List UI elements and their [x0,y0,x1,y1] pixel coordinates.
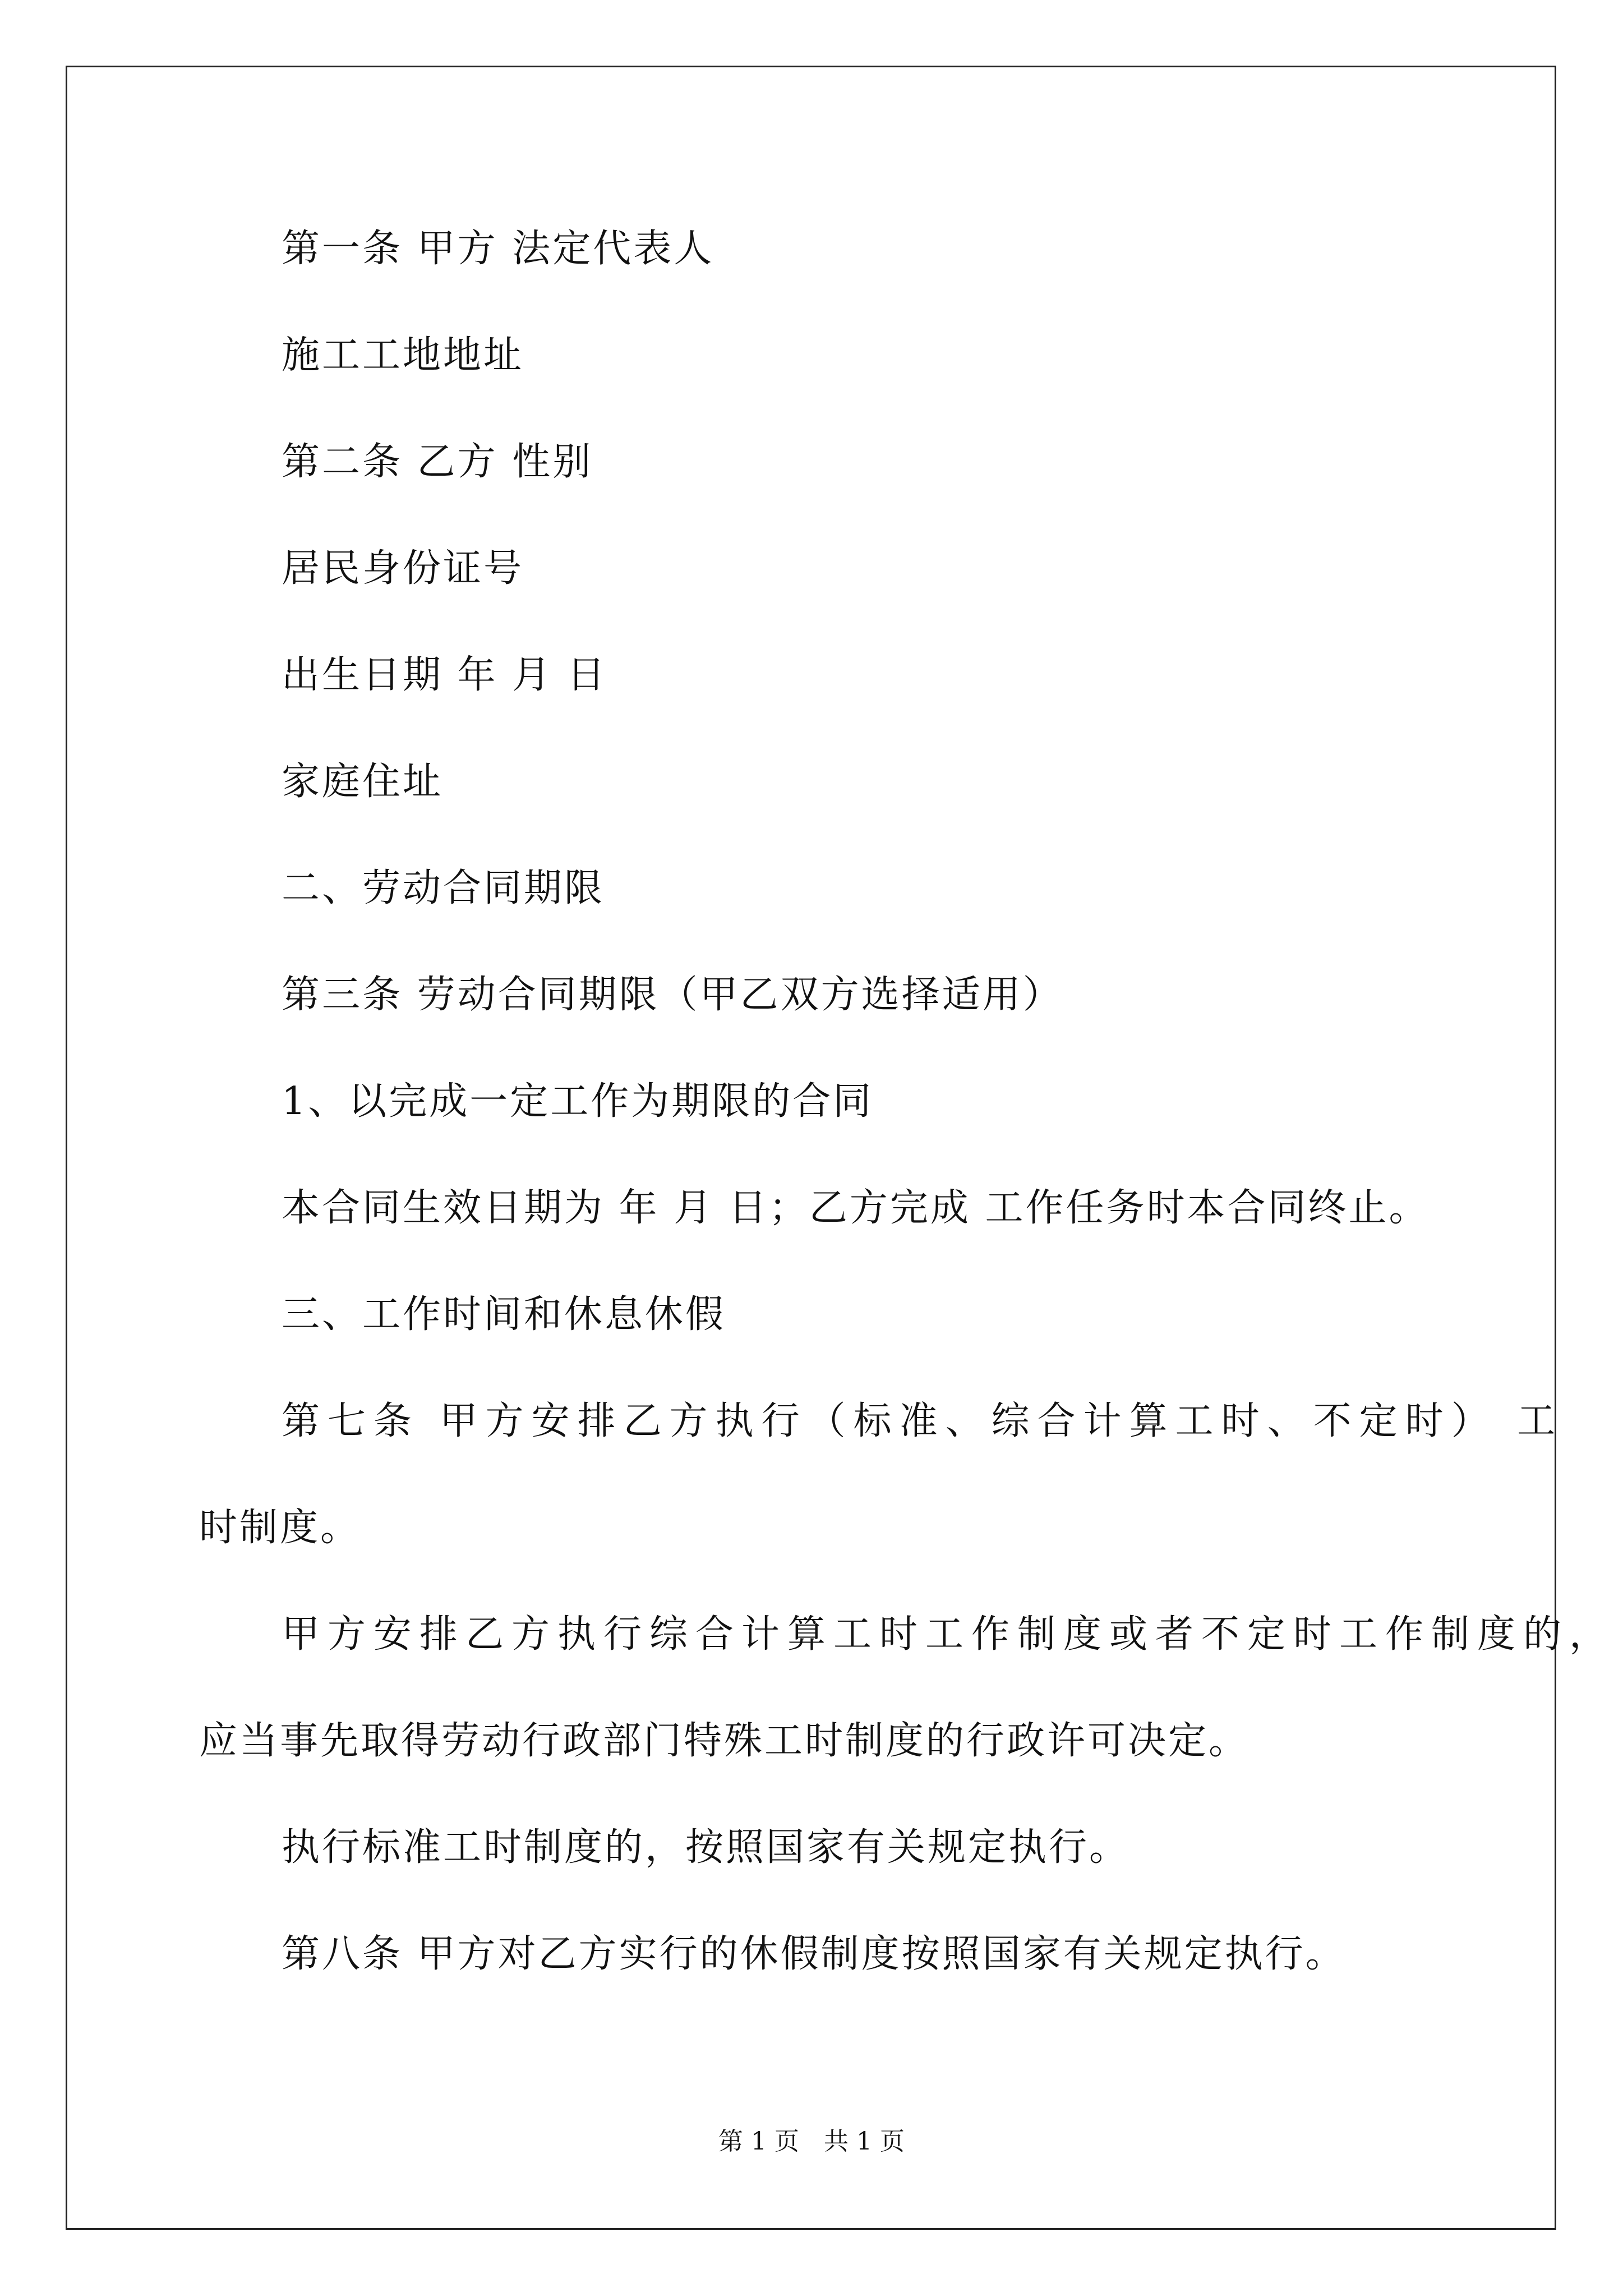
section-2-heading: 二、劳动合同期限 [282,866,605,910]
effective-date: 本合同生效日期为 年 月 日；乙方完成 工作任务时本合同终止。 [282,1186,1430,1230]
clause-1-party-a: 第一条 甲方 法定代表人 [282,227,714,271]
clause-7-continued: 时制度。 [199,1506,361,1550]
clause-8: 第八条 甲方对乙方实行的休假制度按照国家有关规定执行。 [282,1932,1346,1976]
id-number: 居民身份证号 [282,546,524,591]
page-footer: 第 1 页 共 1 页 [718,2127,905,2156]
paragraph-comprehensive-hours-continued: 应当事先取得劳动行政部门特殊工时制度的行政许可决定。 [199,1719,1249,1763]
clause-2-party-b: 第二条 乙方 性别 [282,440,593,484]
clause-7: 第七条 甲方安排乙方执行（标准、综合计算工时、不定时） 工 [282,1399,1564,1443]
contract-type-1: 1、以完成一定工作为期限的合同 [282,1079,874,1124]
section-3-heading: 三、工作时间和休息休假 [282,1292,726,1337]
site-address: 施工工地地址 [282,333,524,378]
page-border [66,66,1556,2230]
home-address: 家庭住址 [282,760,444,804]
paragraph-standard-hours: 执行标准工时制度的，按照国家有关规定执行。 [282,1825,1130,1870]
birth-date: 出生日期 年 月 日 [282,653,607,697]
clause-3: 第三条 劳动合同期限（甲乙双方选择适用） [282,973,1063,1017]
paragraph-comprehensive-hours: 甲方安排乙方执行综合计算工时工作制度或者不定时工作制度的， [282,1612,1616,1657]
